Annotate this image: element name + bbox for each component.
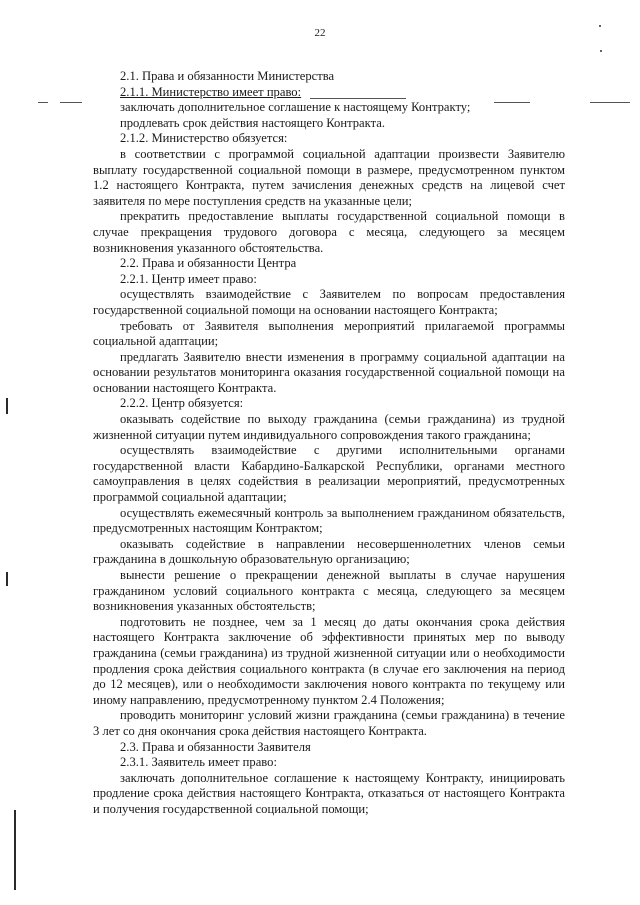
subsection-heading: 2.2.1. Центр имеет право: (120, 271, 257, 286)
section-heading: 2.3. Права и обязанности Заявителя (120, 739, 311, 754)
scan-dash (494, 102, 530, 103)
list-item: предлагать Заявителю внести изменения в программу социальной адаптации на основании результатов мониторинга оказания государственной социальной помощи на основании настоящего Контракта. (93, 349, 565, 395)
scan-dash (590, 102, 630, 103)
list-item: осуществлять ежемесячный контроль за выполнением гражданином обязательств, предусмотренных настоящим Контрактом; (93, 505, 565, 536)
scan-margin-mark (14, 810, 16, 890)
subsection-heading: 2.3.1. Заявитель имеет право: (120, 755, 277, 770)
list-item: прекратить предоставление выплаты государственной социальной помощи в случае прекращения трудового договора с месяца, следующего за месяцем возникновения указанного обстоятельства. (93, 209, 565, 255)
section-heading: 2.2. Права и обязанности Центра (120, 256, 297, 271)
list-item: подготовить не позднее, чем за 1 месяц до даты окончания срока действия настоящего Контракта заключение об эффективности принятых мер по выводу гражданина (семьи гражданина) из трудной жизненной ситуации или о необходимости продления срока действия социального контракта (в случае его заключения на период до 12 месяцев), или о необходимости заключения нового контракта по текущему или иному направлению, предусмотренному пунктом 2.4 Положения; (93, 614, 565, 707)
list-item: продлевать срок действия настоящего Контракта. (120, 115, 385, 130)
scan-dash (60, 102, 82, 103)
page-number: 22 (314, 27, 326, 39)
subsection-heading: 2.2.2. Центр обязуется: (120, 396, 244, 411)
list-item: осуществлять взаимодействие с Заявителем по вопросам предоставления государственной социальной помощи на основании настоящего Контракта; (93, 287, 565, 317)
list-item: требовать от Заявителя выполнения мероприятий прилагаемой программы социальной адаптации; (93, 318, 565, 349)
list-item: оказывать содействие в направлении несовершеннолетних членов семьи гражданина в дошкольную образовательную организацию; (93, 536, 565, 567)
list-item: заключать дополнительное соглашение к настоящему Контракту, инициировать продление срока действия настоящего Контракта, отказаться от настоящего Контракта и получения государственной социальной помощи; (93, 770, 565, 816)
list-item: осуществлять взаимодействие с другими исполнительными органами государственной власти Кабардино-Балкарской Республики, органами местного самоуправления в целях содействия в реализации мероприятий, предусмотренных программой социальной адаптации; (93, 443, 565, 505)
subsection-heading: 2.1.2. Министерство обязуется: (120, 131, 288, 146)
list-item: в соответствии с программой социальной адаптации произвести Заявителю выплату государственной социальной помощи в размере, предусмотренном пунктом 1.2 настоящего Контракта, путем зачисления денежных средств на лицевой счет заявителя по мере поступления средств на указанные цели; (93, 146, 565, 208)
scan-dot (600, 50, 602, 52)
scan-dash (310, 98, 406, 99)
list-item: оказывать содействие по выходу гражданина (семьи гражданина) из трудной жизненной ситуации путем индивидуального сопровождения такого гражданина; (93, 412, 565, 442)
document-body (93, 69, 565, 818)
list-item: вынести решение о прекращении денежной выплаты в случае нарушения гражданином условий социального контракта с месяца, следующего за месяцем возникновения указанных обстоятельств; (93, 568, 565, 614)
scan-dash (38, 102, 48, 103)
section-heading: 2.1. Права и обязанности Министерства (120, 69, 335, 83)
list-item: заключать дополнительное соглашение к настоящему Контракту; (120, 100, 471, 115)
scan-margin-mark (6, 572, 8, 586)
scan-margin-mark (6, 398, 8, 414)
list-item: проводить мониторинг условий жизни гражданина (семьи гражданина) в течение 3 лет со дня окончания срока действия настоящего Контракта. (93, 708, 565, 738)
subsection-heading: 2.1.1. Министерство имеет право: (120, 84, 302, 99)
scan-dot (599, 25, 601, 27)
